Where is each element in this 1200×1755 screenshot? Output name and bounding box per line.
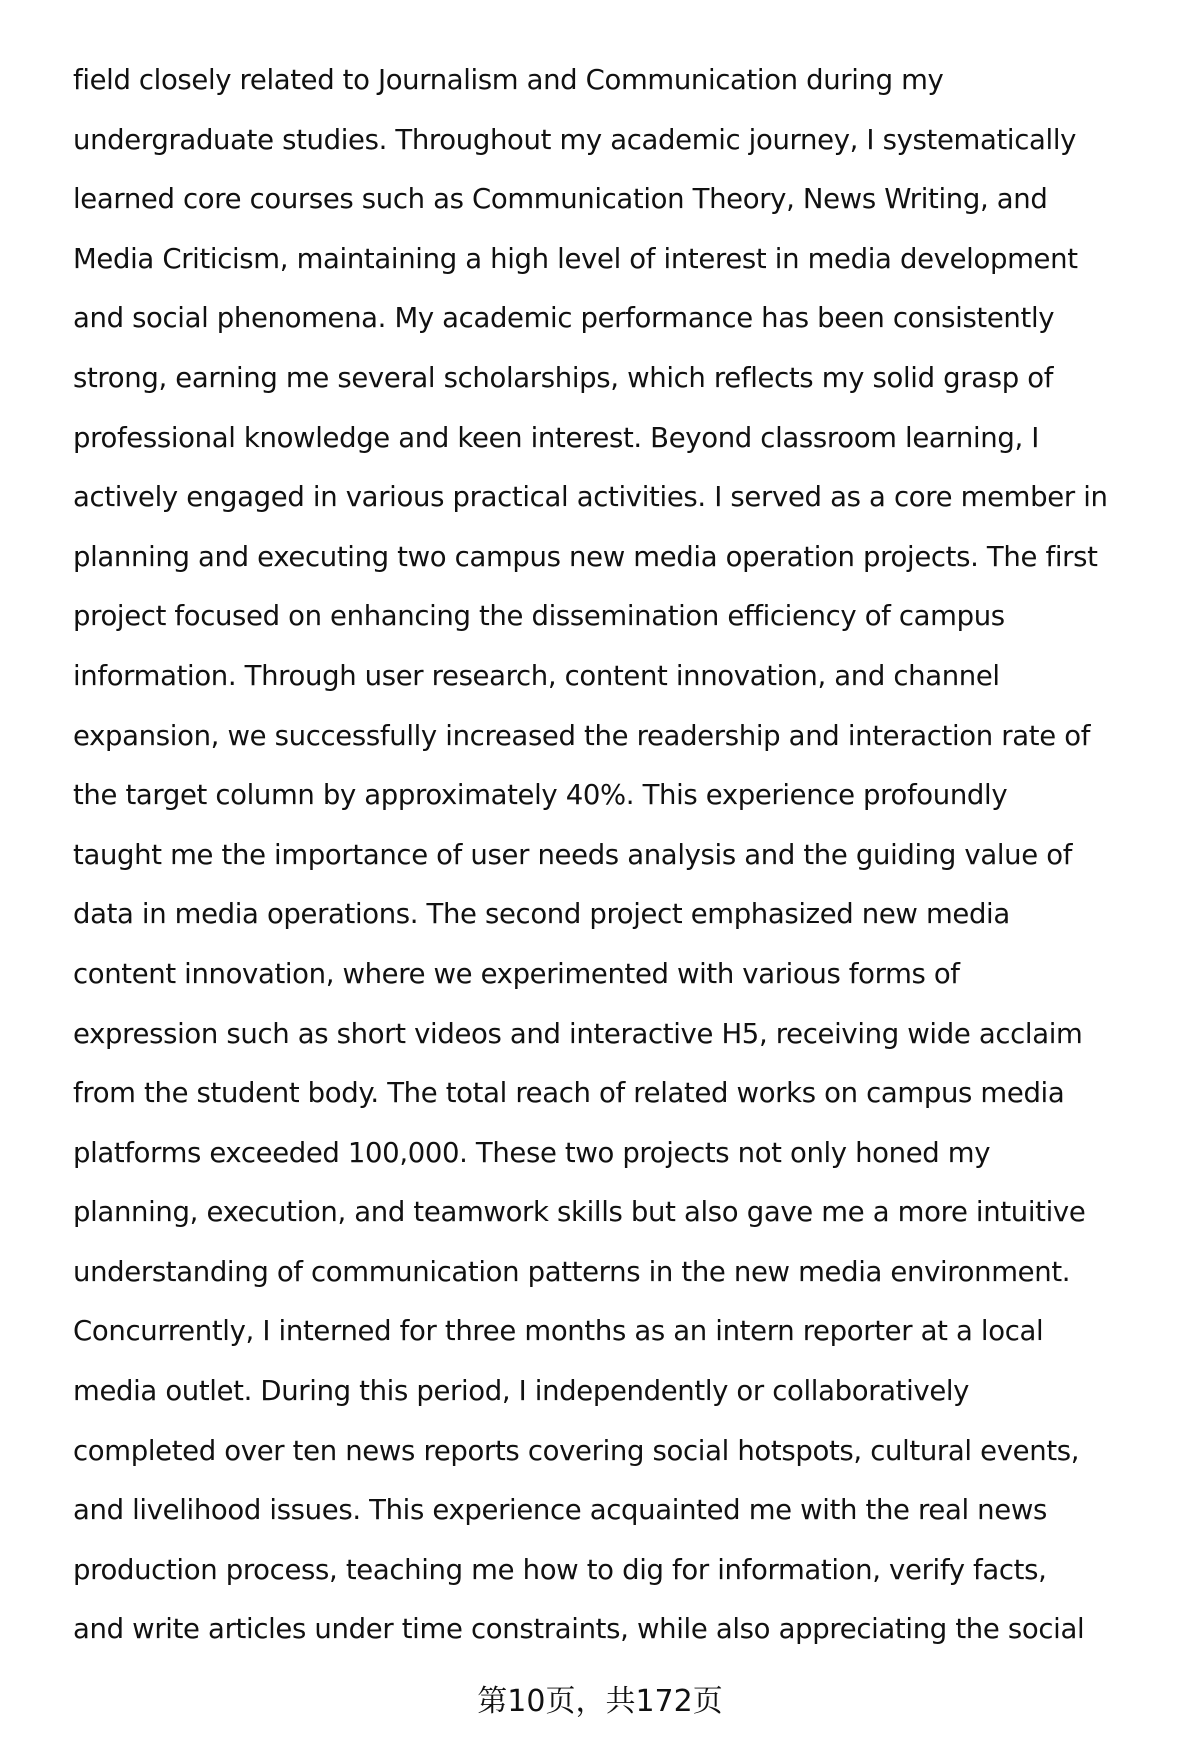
text-line: data in media operations. The second project emphasized new media [73, 898, 1010, 931]
text-line: production process, teaching me how to dig for information, verify facts, [73, 1553, 1047, 1586]
text-line: expansion, we successfully increased the readership and interaction rate of [73, 719, 1091, 752]
text-line: understanding of communication patterns in the new media environment. [73, 1255, 1071, 1288]
text-line: platforms exceeded 100,000. These two projects not only honed my [73, 1136, 991, 1169]
text-line: taught me the importance of user needs analysis and the guiding value of [73, 838, 1073, 871]
text-line: from the student body. The total reach of related works on campus media [73, 1077, 1065, 1110]
text-line: learned core courses such as Communication Theory, News Writing, and [73, 183, 1048, 216]
text-line: planning and executing two campus new media operation projects. The first [73, 540, 1098, 573]
document-body [73, 58, 1173, 1667]
text-line: Concurrently, I interned for three months as an intern reporter at a local [73, 1315, 1044, 1348]
text-line: project focused on enhancing the dissemination efficiency of campus [73, 600, 1005, 633]
text-line: content innovation, where we experimented with various forms of [73, 957, 960, 990]
text-line: strong, earning me several scholarships, which reflects my solid grasp of [73, 361, 1054, 394]
text-line: Media Criticism, maintaining a high level of interest in media development [73, 242, 1078, 275]
text-line: and livelihood issues. This experience acquainted me with the real news [73, 1494, 1047, 1527]
text-line: and write articles under time constraints, while also appreciating the social [73, 1613, 1085, 1646]
text-line: professional knowledge and keen interest. Beyond classroom learning, I [73, 421, 1040, 454]
text-line: planning, execution, and teamwork skills but also gave me a more intuitive [73, 1196, 1086, 1229]
text-line: expression such as short videos and interactive H5, receiving wide acclaim [73, 1017, 1083, 1050]
page-number: 第10页，共172页 [477, 1684, 723, 1719]
text-line: and social phenomena. My academic performance has been consistently [73, 302, 1055, 335]
text-line: information. Through user research, content innovation, and channel [73, 659, 1000, 692]
text-line: completed over ten news reports covering social hotspots, cultural events, [73, 1434, 1080, 1467]
text-line: actively engaged in various practical activities. I served as a core member in [73, 481, 1108, 514]
text-line: the target column by approximately 40%. This experience profoundly [73, 779, 1008, 812]
text-line: field closely related to Journalism and Communication during my [73, 64, 944, 96]
text-line: media outlet. During this period, I independently or collaboratively [73, 1375, 970, 1408]
text-line: undergraduate studies. Throughout my academic journey, I systematically [73, 123, 1077, 156]
